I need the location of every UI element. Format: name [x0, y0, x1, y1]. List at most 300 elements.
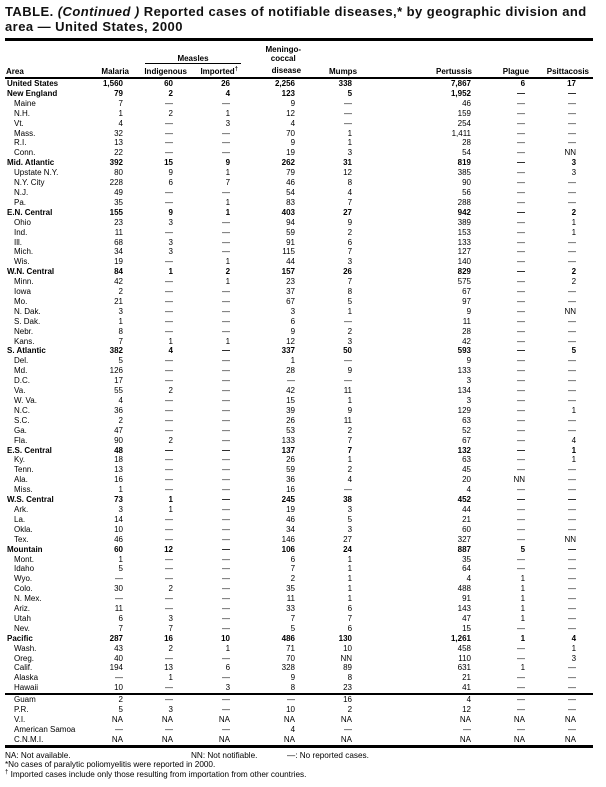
value-cell: —: [568, 108, 577, 118]
measles-group-label: Measles: [145, 54, 241, 65]
value-cell: 71: [286, 643, 296, 653]
value-cell: 5: [347, 514, 353, 524]
value-cell: 1: [347, 584, 353, 594]
area-cell: P.R.: [14, 705, 29, 715]
value-cell: 5: [347, 88, 353, 98]
value-cell: 2: [347, 465, 353, 475]
dagger-symbol: †: [5, 769, 9, 776]
value-cell: 90: [114, 435, 123, 445]
table-row: [5, 594, 593, 604]
value-cell: —: [222, 405, 231, 415]
table-row: [5, 485, 593, 495]
value-cell: 1: [520, 574, 526, 584]
value-cell: —: [115, 594, 123, 604]
value-cell: —: [517, 653, 526, 663]
value-cell: 2: [168, 435, 173, 445]
table-row: [5, 705, 593, 715]
value-cell: 41: [462, 683, 472, 693]
imported-label: Imported: [200, 67, 235, 76]
table-row: [5, 465, 593, 475]
value-cell: 23: [114, 217, 123, 227]
value-cell: 10: [114, 683, 123, 693]
value-cell: —: [568, 724, 577, 734]
value-cell: 130: [338, 633, 353, 643]
value-cell: 5: [571, 346, 577, 356]
value-cell: —: [517, 217, 526, 227]
value-cell: 89: [343, 663, 353, 673]
value-cell: NA: [340, 715, 353, 724]
table-row: [5, 634, 593, 644]
area-cell: N.C.: [14, 405, 30, 415]
value-cell: 15: [462, 623, 472, 633]
value-cell: NA: [564, 715, 577, 724]
value-cell: —: [222, 673, 231, 683]
value-cell: 133: [457, 366, 472, 376]
value-cell: 3: [347, 524, 353, 534]
area-cell: E.N. Central: [7, 207, 53, 217]
value-cell: NN: [564, 148, 577, 158]
value-cell: —: [222, 396, 231, 405]
value-cell: 45: [462, 465, 472, 475]
value-cell: 452: [457, 495, 472, 505]
footnote-dagger-text: Imported cases include only those resulting from importation from other countries.: [10, 769, 307, 779]
area-cell: Mid. Atlantic: [7, 158, 55, 168]
value-cell: 3: [347, 504, 353, 514]
value-cell: —: [517, 504, 526, 514]
value-cell: 385: [457, 168, 472, 178]
value-cell: 1: [290, 356, 296, 366]
value-cell: 126: [109, 366, 123, 376]
value-cell: —: [165, 475, 173, 485]
value-cell: —: [517, 366, 526, 376]
value-cell: NA: [111, 715, 123, 724]
value-cell: —: [568, 695, 577, 705]
value-cell: 887: [457, 544, 472, 554]
table-row: [5, 694, 593, 705]
value-cell: —: [165, 257, 173, 267]
value-cell: —: [165, 594, 173, 604]
value-cell: —: [517, 138, 526, 148]
value-cell: 1: [347, 594, 353, 604]
value-cell: 67: [462, 287, 472, 297]
value-cell: —: [222, 705, 231, 715]
value-cell: NN: [513, 475, 526, 485]
value-cell: 10: [114, 524, 123, 534]
value-cell: —: [517, 425, 526, 435]
value-cell: 11: [462, 316, 472, 326]
value-cell: 46: [286, 514, 296, 524]
value-cell: —: [222, 366, 231, 376]
value-cell: NA: [513, 715, 526, 724]
legend-nn: NN: Not notifiable.: [191, 750, 258, 760]
value-cell: —: [568, 554, 577, 564]
value-cell: —: [115, 724, 123, 734]
value-cell: 7: [118, 98, 123, 108]
value-cell: 3: [571, 168, 577, 178]
value-cell: —: [222, 425, 231, 435]
value-cell: NA: [283, 734, 296, 744]
area-cell: Oreg.: [14, 653, 35, 663]
value-cell: —: [222, 128, 231, 138]
table-row: [5, 297, 593, 307]
value-cell: —: [165, 227, 173, 237]
value-cell: —: [517, 396, 526, 405]
value-cell: —: [568, 705, 577, 715]
column-header-row: [5, 64, 593, 78]
value-cell: 1: [225, 207, 231, 217]
area-cell: Idaho: [14, 564, 35, 574]
value-cell: 21: [462, 673, 472, 683]
table-title-label: TABLE.: [5, 4, 54, 19]
table-header: [5, 43, 593, 78]
legend-na: NA: Not available.: [5, 750, 71, 760]
value-cell: 94: [286, 217, 296, 227]
value-cell: 2: [571, 267, 577, 277]
value-cell: 26: [221, 79, 231, 88]
meningo-line2: coccal: [270, 54, 296, 64]
value-cell: 132: [457, 445, 472, 455]
value-cell: —: [165, 287, 173, 297]
value-cell: —: [222, 346, 231, 356]
value-cell: 47: [114, 425, 123, 435]
value-cell: 129: [457, 405, 472, 415]
table-row: [5, 683, 593, 694]
table-row: [5, 129, 593, 139]
value-cell: —: [517, 455, 526, 465]
value-cell: —: [222, 485, 231, 495]
value-cell: 22: [114, 148, 123, 158]
area-cell: Wis.: [14, 257, 30, 267]
value-cell: 46: [286, 178, 296, 188]
value-cell: —: [517, 386, 526, 396]
value-cell: 4: [290, 118, 296, 128]
value-cell: —: [222, 148, 231, 158]
area-cell: Upstate N.Y.: [14, 168, 59, 178]
table-row: [5, 247, 593, 257]
value-cell: 262: [281, 158, 296, 168]
value-cell: 194: [109, 663, 123, 673]
table-row: [5, 257, 593, 267]
value-cell: 7: [347, 277, 353, 287]
value-cell: 9: [290, 673, 296, 683]
value-cell: —: [517, 287, 526, 297]
value-cell: 5: [520, 544, 526, 554]
value-cell: —: [344, 118, 353, 128]
area-cell: W.S. Central: [7, 495, 54, 505]
area-cell: Guam: [14, 695, 36, 705]
value-cell: 2: [118, 287, 123, 297]
value-cell: 42: [114, 277, 123, 287]
notifiable-diseases-table: [5, 43, 593, 748]
value-cell: 43: [114, 643, 123, 653]
value-cell: 9: [347, 366, 353, 376]
value-cell: —: [165, 415, 173, 425]
value-cell: —: [165, 138, 173, 148]
value-cell: 1: [118, 108, 123, 118]
value-cell: —: [517, 336, 526, 346]
area-cell: Ala.: [14, 475, 28, 485]
table-row: [5, 277, 593, 287]
area-cell: Alaska: [14, 673, 39, 683]
value-cell: 4: [168, 346, 173, 356]
value-cell: —: [222, 604, 231, 614]
value-cell: —: [165, 376, 173, 386]
value-cell: 15: [286, 396, 296, 405]
value-cell: —: [568, 663, 577, 673]
value-cell: 1: [571, 227, 577, 237]
area-cell: Maine: [14, 98, 36, 108]
value-cell: —: [517, 267, 526, 277]
area-cell: Miss.: [14, 485, 33, 495]
value-cell: NA: [459, 715, 472, 724]
area-cell: S.C.: [14, 415, 30, 425]
value-cell: 40: [114, 653, 123, 663]
value-cell: 403: [281, 207, 296, 217]
value-cell: —: [344, 108, 353, 118]
value-cell: 11: [114, 227, 123, 237]
value-cell: 8: [290, 683, 296, 693]
table-row: [5, 178, 593, 188]
value-cell: 52: [462, 425, 472, 435]
table-row: [5, 426, 593, 436]
value-cell: 28: [462, 326, 472, 336]
value-cell: 53: [286, 425, 296, 435]
value-cell: NA: [513, 734, 526, 744]
area-cell: Kans.: [14, 336, 35, 346]
value-cell: —: [568, 316, 577, 326]
value-cell: 79: [286, 168, 296, 178]
area-cell: Fla.: [14, 435, 28, 445]
meningo-line1: Meningo-: [265, 45, 302, 55]
area-cell: Hawaii: [14, 683, 39, 693]
value-cell: 3: [347, 257, 353, 267]
value-cell: 4: [466, 695, 472, 705]
table-row: [5, 78, 593, 89]
value-cell: —: [517, 465, 526, 475]
value-cell: —: [568, 386, 577, 396]
value-cell: 328: [281, 663, 296, 673]
value-cell: 4: [466, 485, 472, 495]
value-cell: 80: [114, 168, 123, 178]
value-cell: —: [222, 217, 231, 227]
value-cell: 7: [225, 178, 231, 188]
table-row: [5, 208, 593, 218]
area-cell: New England: [7, 88, 58, 98]
table-row: [5, 148, 593, 158]
value-cell: —: [344, 376, 353, 386]
area-cell: Tenn.: [14, 465, 34, 475]
area-cell: Wash.: [14, 643, 37, 653]
value-cell: 17: [114, 376, 123, 386]
value-cell: —: [517, 247, 526, 257]
area-cell: Nev.: [14, 623, 30, 633]
table-row: [5, 535, 593, 545]
value-cell: —: [517, 695, 526, 705]
value-cell: —: [568, 138, 577, 148]
value-cell: 1: [118, 554, 123, 564]
value-cell: 28: [462, 138, 472, 148]
value-cell: —: [517, 118, 526, 128]
value-cell: 11: [343, 386, 353, 396]
col-header-malaria: Malaria: [101, 67, 129, 76]
value-cell: 829: [457, 267, 472, 277]
value-cell: 46: [114, 534, 123, 544]
area-cell: Md.: [14, 366, 28, 376]
spacer-cell: [476, 43, 533, 64]
col-header-pertussis: Pertussis: [435, 67, 473, 76]
value-cell: 47: [462, 613, 472, 623]
value-cell: —: [517, 683, 526, 693]
table-row: [5, 436, 593, 446]
value-cell: 30: [114, 584, 123, 594]
value-cell: 2: [571, 207, 577, 217]
value-cell: 49: [114, 187, 123, 197]
value-cell: 19: [114, 257, 123, 267]
value-cell: —: [222, 514, 231, 524]
value-cell: 488: [457, 584, 472, 594]
value-cell: —: [568, 237, 577, 247]
value-cell: 2: [168, 108, 173, 118]
value-cell: 9: [347, 217, 353, 227]
col-header-meningococcal-top: [242, 43, 305, 64]
table-row: [5, 396, 593, 406]
value-cell: 7: [347, 435, 353, 445]
value-cell: 7: [347, 197, 353, 207]
value-cell: 115: [282, 247, 296, 257]
value-cell: —: [568, 336, 577, 346]
value-cell: —: [568, 296, 577, 306]
value-cell: 4: [118, 396, 123, 405]
value-cell: 2,256: [274, 79, 296, 88]
value-cell: —: [222, 386, 231, 396]
value-cell: 127: [457, 247, 472, 257]
value-cell: 56: [462, 187, 472, 197]
value-cell: 6: [118, 613, 123, 623]
value-cell: 2: [225, 267, 231, 277]
table-title-continued: (Continued ): [57, 4, 140, 19]
value-cell: —: [165, 316, 173, 326]
value-cell: —: [568, 604, 577, 614]
area-cell: Ariz.: [14, 604, 30, 614]
area-cell: W.N. Central: [7, 267, 55, 277]
value-cell: 2: [118, 415, 123, 425]
value-cell: —: [165, 366, 173, 376]
value-cell: 1: [571, 405, 577, 415]
value-cell: —: [222, 316, 231, 326]
value-cell: —: [517, 346, 526, 356]
value-cell: 7,867: [450, 79, 472, 88]
value-cell: 6: [225, 663, 231, 673]
value-cell: 1: [520, 613, 526, 623]
value-cell: NA: [459, 734, 472, 744]
value-cell: —: [517, 207, 526, 217]
value-cell: 1: [520, 594, 526, 604]
value-cell: 60: [462, 524, 472, 534]
value-cell: 16: [114, 475, 123, 485]
value-cell: 1: [347, 396, 353, 405]
value-cell: 1,411: [451, 128, 472, 138]
value-cell: 11: [286, 594, 296, 604]
value-cell: NA: [218, 715, 231, 724]
value-cell: —: [568, 425, 577, 435]
value-cell: 3: [347, 148, 353, 158]
table-row: [5, 525, 593, 535]
value-cell: 327: [457, 534, 472, 544]
value-cell: 39: [286, 405, 296, 415]
value-cell: 1: [225, 257, 231, 267]
area-cell: Conn.: [14, 148, 36, 158]
value-cell: —: [165, 683, 173, 693]
value-cell: 54: [286, 187, 296, 197]
table-row: [5, 515, 593, 525]
value-cell: 1: [571, 643, 577, 653]
spacer-cell: [100, 43, 133, 64]
area-cell: Mich.: [14, 247, 34, 257]
value-cell: NA: [340, 734, 353, 744]
value-cell: 34: [286, 524, 296, 534]
table-row: [5, 725, 593, 735]
value-cell: 19: [286, 148, 296, 158]
value-cell: 26: [286, 415, 296, 425]
value-cell: 2: [290, 574, 296, 584]
value-cell: 21: [114, 296, 123, 306]
area-cell: C.N.M.I.: [14, 734, 44, 744]
table-row: [5, 376, 593, 386]
value-cell: 6: [168, 178, 173, 188]
value-cell: 18: [114, 455, 123, 465]
value-cell: 110: [458, 653, 472, 663]
table-row: [5, 287, 593, 297]
value-cell: 13: [114, 465, 123, 475]
value-cell: —: [222, 475, 231, 485]
col-header-indigenous: Indigenous: [144, 67, 187, 76]
value-cell: 1: [347, 128, 353, 138]
value-cell: 44: [462, 504, 472, 514]
value-cell: —: [568, 564, 577, 574]
table-row: [5, 119, 593, 129]
value-cell: —: [568, 128, 577, 138]
value-cell: —: [165, 296, 173, 306]
area-cell: N.J.: [14, 187, 29, 197]
value-cell: —: [517, 376, 526, 386]
value-cell: 2: [571, 277, 577, 287]
value-cell: 2: [168, 386, 173, 396]
value-cell: 389: [457, 217, 472, 227]
value-cell: —: [517, 197, 526, 207]
col-header-area: Area: [6, 67, 24, 76]
value-cell: 287: [109, 633, 123, 643]
value-cell: 9: [290, 98, 296, 108]
value-cell: —: [222, 554, 231, 564]
value-cell: 1: [168, 673, 173, 683]
value-cell: 6: [347, 604, 353, 614]
value-cell: 1: [520, 584, 526, 594]
value-cell: 44: [286, 257, 296, 267]
value-cell: NA: [283, 715, 296, 724]
value-cell: —: [222, 653, 231, 663]
value-cell: 159: [457, 108, 472, 118]
value-cell: —: [517, 187, 526, 197]
value-cell: —: [517, 554, 526, 564]
value-cell: —: [517, 724, 526, 734]
value-cell: —: [222, 296, 231, 306]
table-row: [5, 228, 593, 238]
value-cell: 64: [462, 564, 472, 574]
value-cell: 54: [462, 148, 472, 158]
value-cell: 2: [168, 584, 173, 594]
table-row: [5, 495, 593, 505]
value-cell: 17: [567, 79, 577, 88]
